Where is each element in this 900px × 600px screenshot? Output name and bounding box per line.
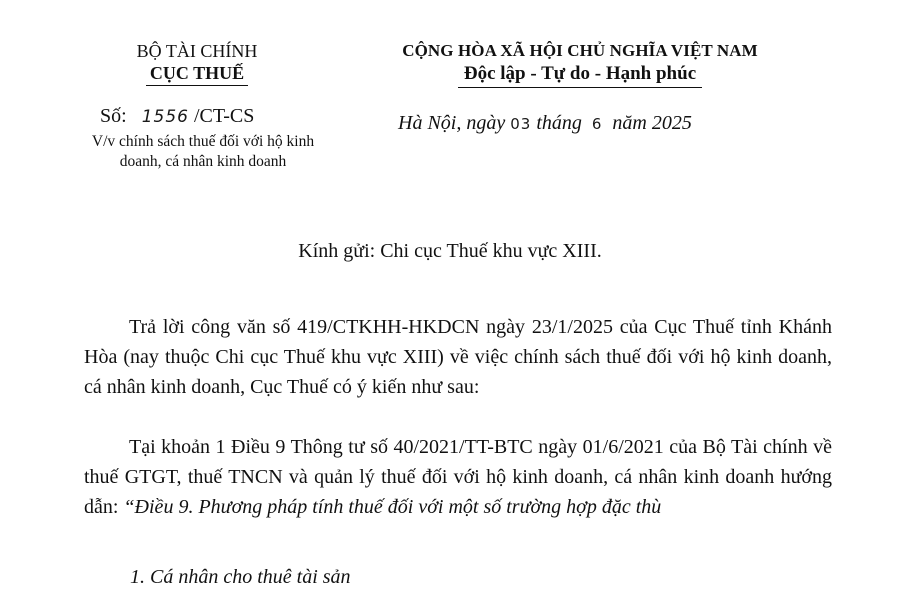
list-item-1: 1. Cá nhân cho thuê tài sản [130,566,351,588]
handwritten-number: 1556 [141,107,189,127]
document-subject: V/v chính sách thuế đối với hộ kinh doanh, cá nhân kinh doanh [91,133,315,170]
department-name: CỤC THUẾ [149,63,245,83]
handwritten-month: 6 [591,115,603,133]
date-place: Hà Nội, ngày [398,112,506,134]
national-title-block [340,40,820,88]
national-title: CỘNG HÒA XÃ HỘI CHỦ NGHĨA VIỆT NAM [402,41,758,60]
department-underline [146,85,248,86]
paragraph-2-lead: Tại khoản 1 Điều 9 Thông tư số 40/2021/TT-BTC ngày 01/6/2021 của Bộ Tài chính về thuế GTGT, thuế TNCN và quản lý thuế đối với hộ kinh doanh, cá nhân kinh doanh hướng dẫn: [84,436,832,518]
paragraph-2-quote: “Điều 9. Phương pháp tính thuế đối với một số trường hợp đặc thù [123,496,662,518]
handwritten-day: 03 [510,115,532,133]
year-label: năm 2025 [612,112,692,134]
recipient-greeting: Kính gửi: Chi cục Thuế khu vực XIII. [298,240,602,262]
issuing-agency-block [72,40,322,86]
document-date [398,112,692,135]
ministry-name: BỘ TÀI CHÍNH [136,41,258,61]
document-number-label: Số: [100,105,127,127]
motto-underline [458,87,702,88]
body-paragraph-1: Trả lời công văn số 419/CTKHH-HKDCN ngày 23/1/2025 của Cục Thuế tỉnh Khánh Hòa (nay thuộc Chi cục Thuế khu vực XIII) về việc chính sách thuế đối với hộ kinh doanh, cá nhân kinh doanh, Cục Thuế có ý kiến như sau: [84,316,832,398]
month-label: tháng [536,112,582,134]
document-number [100,104,254,129]
document-number-suffix: /CT-CS [193,105,255,127]
body-paragraph-2 [84,432,832,522]
national-motto: Độc lập - Tự do - Hạnh phúc [463,63,697,84]
